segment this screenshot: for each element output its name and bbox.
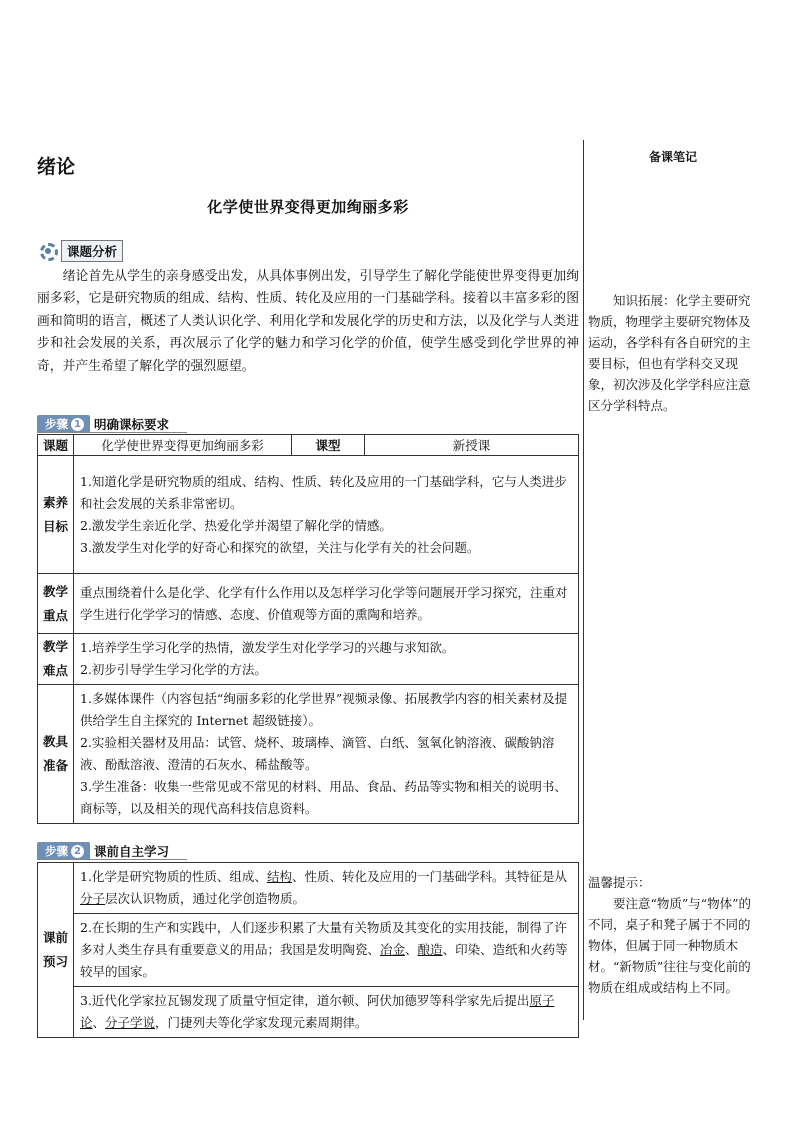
step2-badge: 步骤 2 — [37, 842, 90, 860]
analysis-label: 课题分析 — [61, 240, 123, 262]
header-topic-key: 课题 — [38, 435, 74, 456]
analysis-tag — [37, 240, 123, 262]
preview-label: 课前预习 — [38, 863, 74, 1038]
step2-heading — [37, 842, 169, 860]
preview-item-2: 2.在长期的生产和实践中，人们逐步积累了大量有关物质及其变化的实用技能，制得了许多对人类生存具有重要意义的用品；我国是发明陶瓷、冶金、酿造、印染、造纸和火药等较早的国家。 — [74, 914, 579, 987]
row-content-key-points: 重点围绕着什么是化学、化学有什么作用以及怎样学习化学等问题展开学习探究，注重对学生进行化学学习的情感、态度、价值观等方面的熏陶和培养。 — [74, 574, 579, 634]
row-label-difficulties: 教学难点 — [38, 634, 74, 685]
step2-underline — [37, 859, 187, 860]
gear-icon — [37, 240, 59, 262]
column-divider — [583, 140, 584, 1020]
lesson-title: 化学使世界变得更加绚丽多彩 — [207, 198, 409, 216]
header-topic-value: 化学使世界变得更加绚丽多彩 — [74, 435, 292, 456]
step1-heading — [37, 415, 169, 433]
step1-title: 明确课标要求 — [94, 417, 170, 432]
chapter-title: 绪论 — [37, 156, 76, 178]
step1-badge: 步骤 1 — [37, 415, 90, 433]
step2-title: 课前自主学习 — [94, 844, 170, 859]
warm-tip-head: 温馨提示： — [588, 875, 651, 890]
warm-tip-body: 要注意“物质”与“物体”的不同，桌子和凳子属于不同的物体，但属于同一种物质木材。“新物质”往往与变化前的物质在组成或结构上不同。 — [588, 896, 752, 995]
preview-item-1: 1.化学是研究物质的性质、组成、结构、性质、转化及应用的一门基础学科。其特征是从分子层次认识物质，通过化学创造物质。 — [74, 863, 579, 914]
analysis-paragraph: 绪论首先从学生的亲身感受出发，从具体事例出发，引导学生了解化学能使世界变得更加绚丽多彩，它是研究物质的组成、结构、性质、转化及应用的一门基础学科。接着以丰富多彩的图画和简明的语言，概述了人类认识化学、利用化学和发展化学的历史和方法，以及化学与人类进步和社会发展的关系，再次展示了化学的魅力和学习化学的价值，使学生感受到化学世界的神奇，并产生希望了解化学的强烈愿望。 — [37, 269, 579, 374]
row-label-goals: 素养目标 — [38, 456, 74, 574]
knowledge-tip: 知识拓展：化学主要研究物质，物理学主要研究物体及运动，各学科有各自研究的主要目标，但也有学科交叉现象，初次涉及化学学科应注意区分学科特点。 — [588, 293, 751, 413]
header-type-value: 新授课 — [365, 435, 579, 456]
row-content-difficulties: 1.培养学生学习化学的热情，激发学生对化学学习的兴趣与求知欲。 2.初步引导学生学习化学的方法。 — [74, 634, 579, 685]
row-label-materials: 教具准备 — [38, 685, 74, 824]
preview-table — [37, 862, 579, 1038]
warm-tip — [588, 872, 758, 998]
standards-table — [37, 434, 579, 824]
row-label-key-points: 教学重点 — [38, 574, 74, 634]
step1-underline — [37, 432, 187, 433]
preview-item-3: 3.近代化学家拉瓦锡发现了质量守恒定律，道尔顿、阿伏加德罗等科学家先后提出原子论、分子学说，门捷列夫等化学家发现元素周期律。 — [74, 987, 579, 1038]
notes-title: 备课笔记 — [648, 150, 697, 164]
row-content-materials: 1.多媒体课件（内容包括“绚丽多彩的化学世界”视频录像、拓展教学内容的相关素材及提供给学生自主探究的 Internet 超级链接）。 2.实验相关器材及用品：试管、烧杯、玻璃棒、滴管、白纸、氢氧化钠溶液、碳酸钠溶液、酚酞溶液、澄清的石灰水、稀盐酸等。 3.学生准备：收集一些常见或不常见的材料、用品、食品、药品等实物和相关的说明书、商标等，以及相关的现代高科技信息资料。 — [74, 685, 579, 824]
row-content-goals: 1.知道化学是研究物质的组成、结构、性质、转化及应用的一门基础学科，它与人类进步和社会发展的关系非常密切。 2.激发学生亲近化学、热爱化学并渴望了解化学的情感。 3.激发学生对化学的好奇心和探究的欲望，关注与化学有关的社会问题。 — [74, 456, 579, 574]
header-type-key: 课型 — [292, 435, 365, 456]
